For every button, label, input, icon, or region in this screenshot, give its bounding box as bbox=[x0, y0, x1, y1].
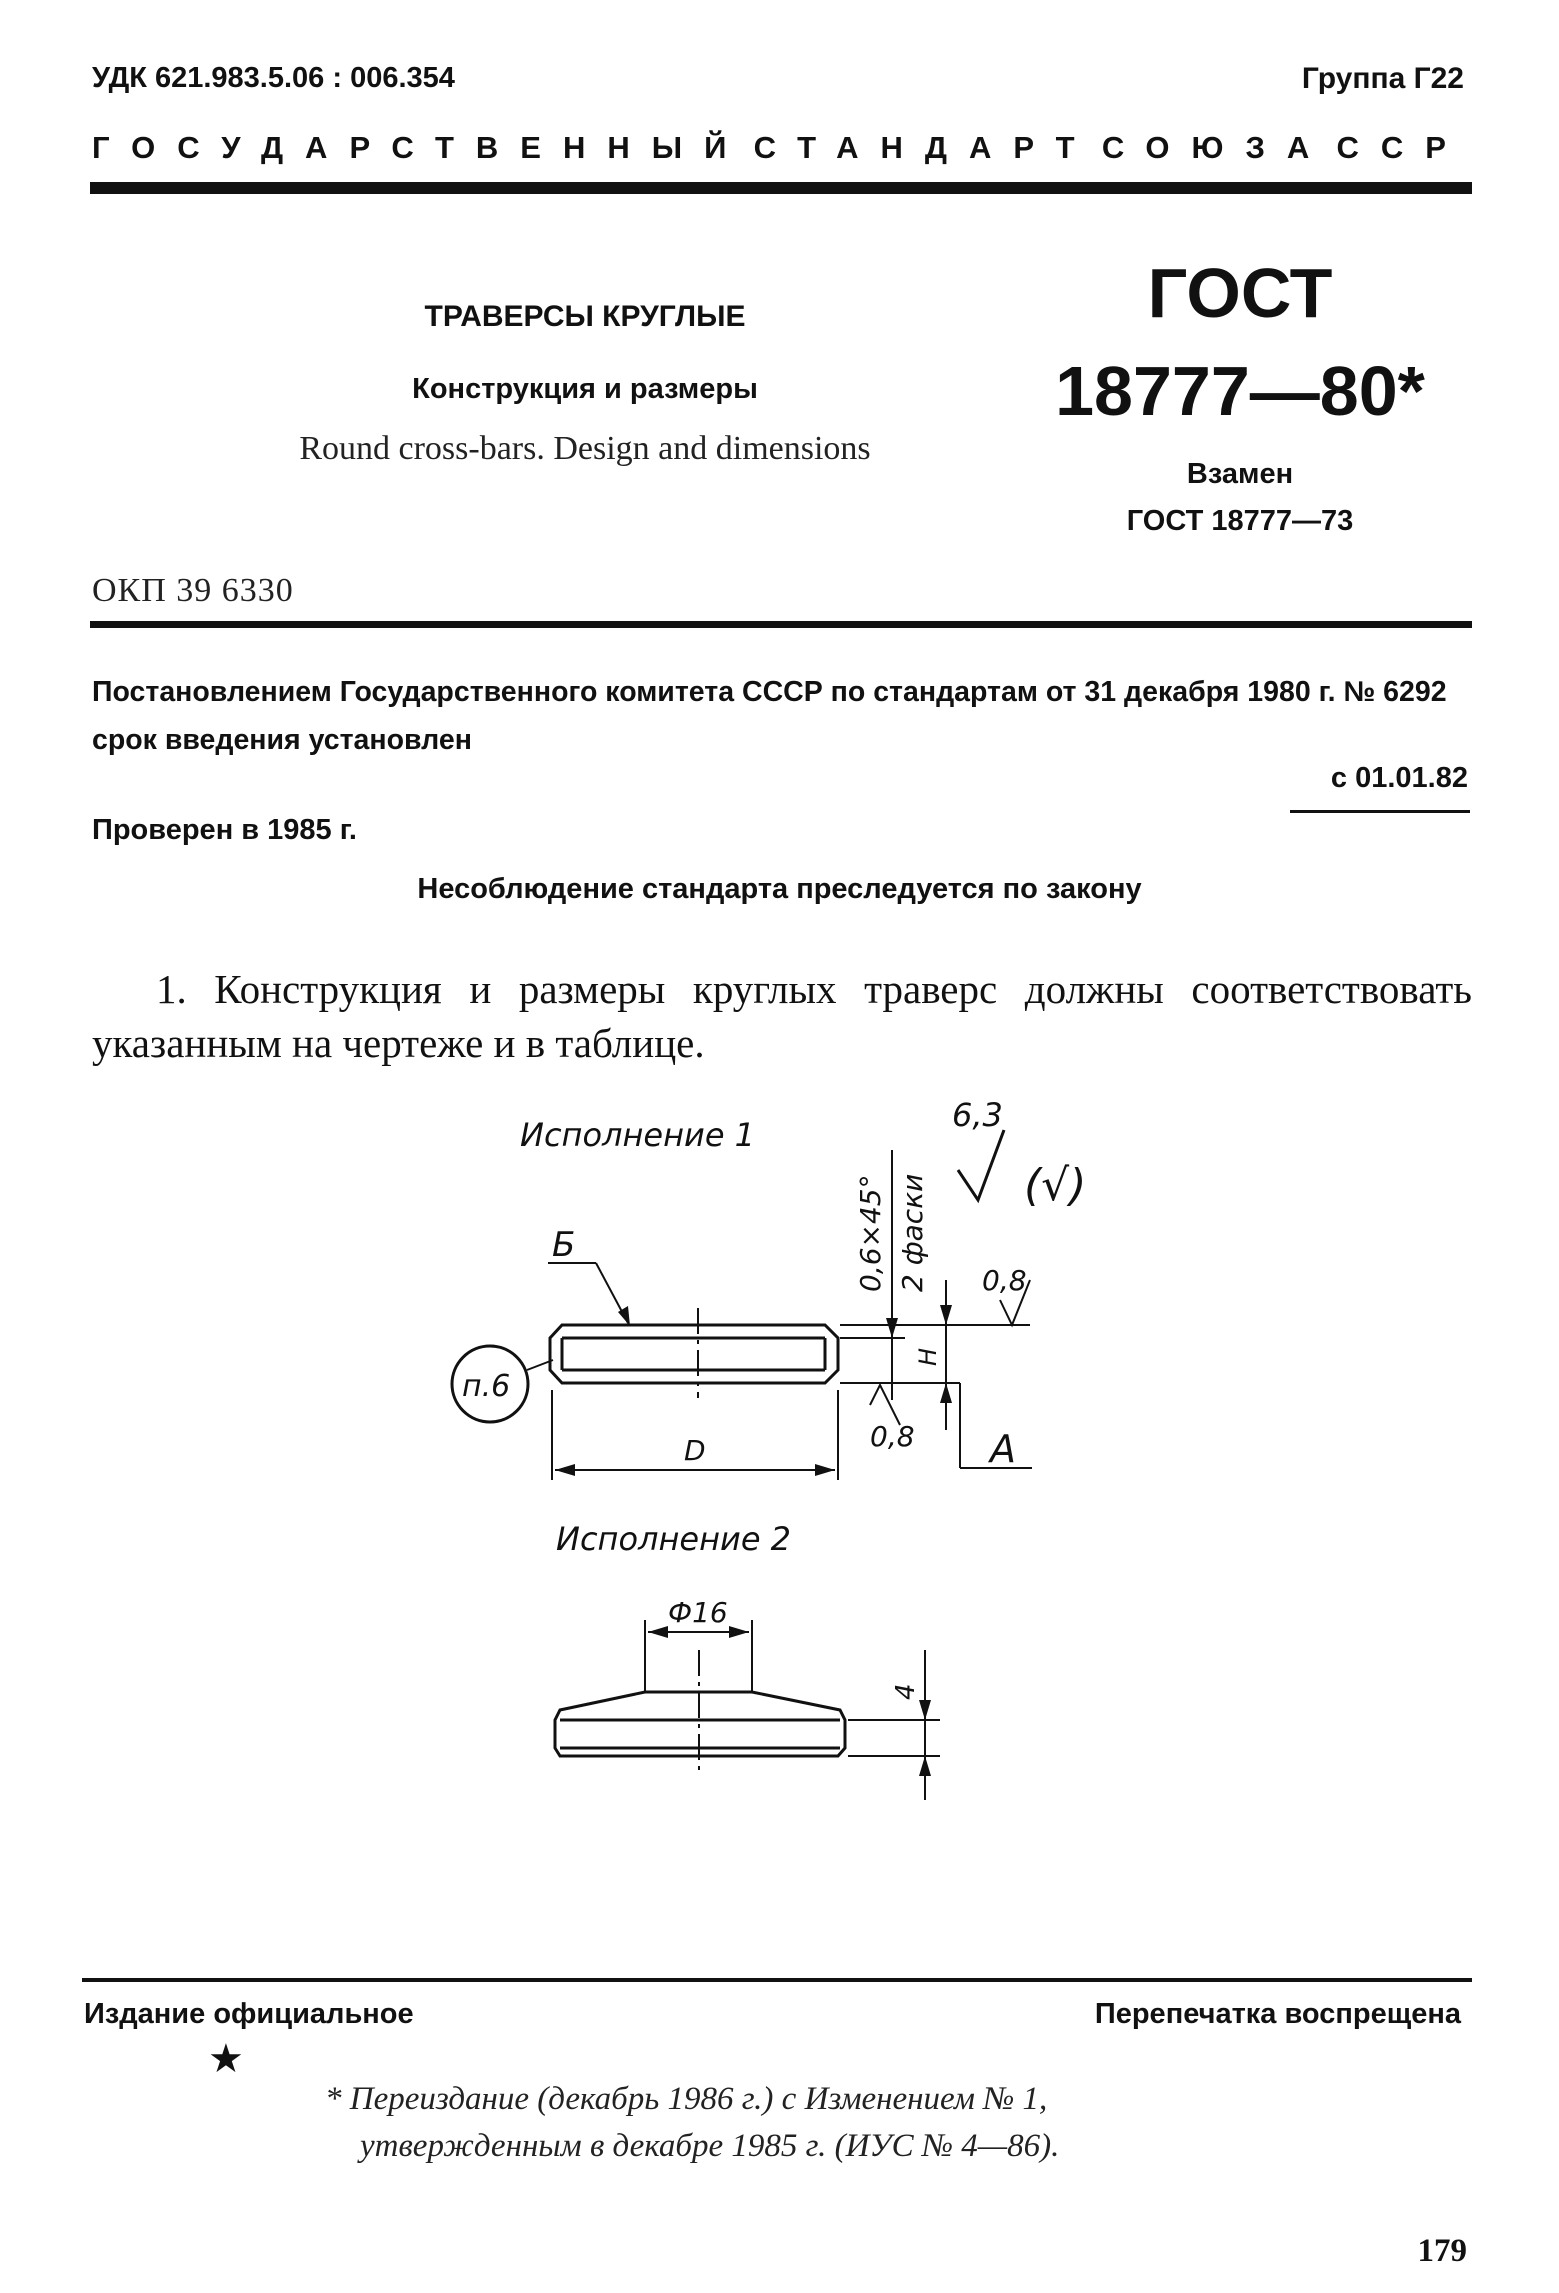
variant-2-label: Исполнение 2 bbox=[556, 1520, 792, 1558]
roughness-main-value: 6,3 bbox=[952, 1096, 1003, 1134]
replaces-label: Взамен bbox=[1186, 458, 1294, 490]
arrow-h-bottom bbox=[940, 1383, 952, 1403]
chamfer-size-label: 0,6×45° bbox=[854, 1174, 887, 1292]
star-icon: ★ bbox=[208, 2036, 244, 2082]
dim-4-label: 4 bbox=[891, 1683, 921, 1700]
dim-h-label: H bbox=[914, 1347, 942, 1366]
page-number: 179 bbox=[1417, 2233, 1467, 2269]
chamfer-count-label: 2 фаски bbox=[896, 1173, 929, 1292]
roughness-bottom-value: 0,8 bbox=[870, 1420, 915, 1453]
arrow-4-top bbox=[919, 1700, 931, 1720]
dim-d-label: D bbox=[684, 1434, 706, 1467]
dim-phi16-label: Ф16 bbox=[668, 1596, 728, 1629]
legal-notice: Несоблюдение стандарта преследуется по закону bbox=[417, 873, 1142, 905]
arrow-phi16-left bbox=[648, 1626, 668, 1638]
paragraph-1: 1. Конструкция и размеры круглых траверс должны соответствовать указанным на чертеже и в таблице. bbox=[92, 966, 1472, 1066]
footer-rule bbox=[82, 1978, 1472, 1982]
datum-a-label: A bbox=[990, 1427, 1016, 1471]
replaces-value: ГОСТ 18777—73 bbox=[1126, 505, 1354, 537]
callout-n6-label: п.6 bbox=[462, 1369, 511, 1404]
header-word-4: ССР bbox=[1336, 130, 1468, 165]
checked-note: Проверен в 1985 г. bbox=[92, 814, 357, 846]
arrow-phi16-right bbox=[729, 1626, 749, 1638]
footnote-line-1: * Переиздание (декабрь 1986 г.) с Изменением № 1, bbox=[325, 2081, 1048, 2117]
roughness-bracket: (√) bbox=[1024, 1160, 1087, 1211]
udk-code: УДК 621.983.5.06 : 006.354 bbox=[92, 62, 455, 94]
arrow-h-top bbox=[940, 1305, 952, 1325]
variant1-outline bbox=[550, 1325, 838, 1383]
gost-number: 18777—80* bbox=[1055, 352, 1425, 430]
edition-label: Издание официальное bbox=[84, 1998, 414, 2030]
arrow-chamfer-top bbox=[886, 1318, 898, 1338]
roughness-main-mark bbox=[958, 1130, 1004, 1200]
reprint-notice: Перепечатка воспрещена bbox=[1094, 1998, 1461, 2030]
decree-text: Постановлением Государственного комитета СССР по стандартам от 31 декабря 1980 г. № 6292 срок введения установлен bbox=[92, 676, 1447, 756]
arrow-d-left bbox=[555, 1464, 575, 1476]
okp-code: ОКП 39 6330 bbox=[92, 572, 294, 609]
header-word-3: СОЮЗА bbox=[1101, 130, 1332, 165]
document-title-english: Round cross-bars. Design and dimensions bbox=[299, 430, 871, 467]
header-word-2: СТАНДАРТ bbox=[753, 130, 1097, 165]
gost-label: ГОСТ bbox=[1147, 254, 1333, 332]
arrow-4-bottom bbox=[919, 1756, 931, 1776]
footnote-line-2: утвержденным в декабре 1985 г. (ИУС № 4—86). bbox=[360, 2128, 1060, 2164]
effective-date: с 01.01.82 bbox=[1330, 762, 1468, 794]
header-word-1: ГОСУДАРСТВЕННЫЙ bbox=[92, 130, 749, 165]
leader-b-label: Б bbox=[552, 1225, 576, 1265]
document-subtitle: Конструкция и размеры bbox=[412, 373, 758, 405]
variant-1-label: Исполнение 1 bbox=[520, 1116, 756, 1154]
roughness-bottom-mark bbox=[870, 1385, 900, 1425]
roughness-top-value: 0,8 bbox=[982, 1264, 1027, 1297]
arrow-d-right bbox=[815, 1464, 835, 1476]
group-code: Группа Г22 bbox=[1301, 62, 1464, 95]
document-title: ТРАВЕРСЫ КРУГЛЫЕ bbox=[424, 300, 746, 333]
